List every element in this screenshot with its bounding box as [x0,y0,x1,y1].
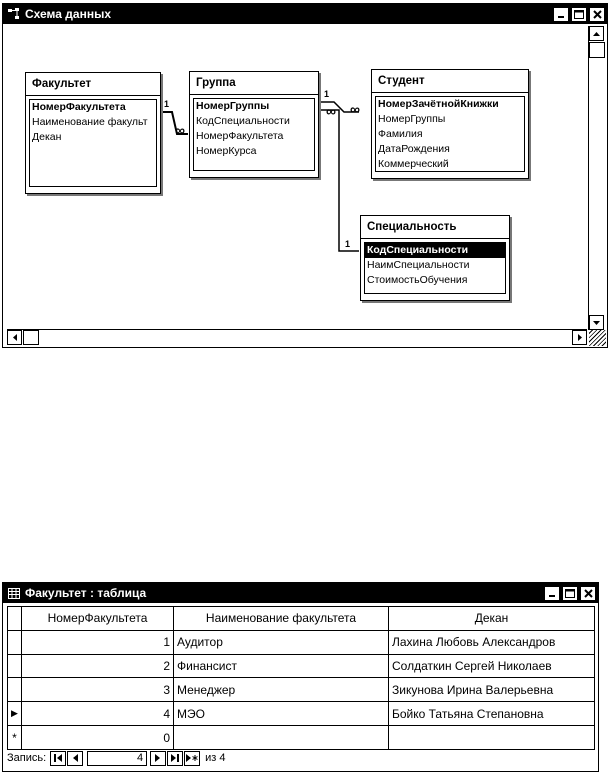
close-icon[interactable] [589,7,605,22]
horizontal-scrollbar[interactable] [7,329,587,346]
column-header[interactable]: Декан [389,607,595,631]
field-item[interactable]: Фамилия [378,128,423,140]
field-item[interactable]: Коммерческий [378,158,449,170]
field-item[interactable]: КодСпециальности [196,115,290,127]
table-row[interactable] [8,678,595,702]
maximize-icon[interactable] [562,586,578,601]
record-count: из 4 [205,752,226,764]
field-item[interactable]: НомерКурса [196,145,257,157]
table-title: Группа [190,72,318,95]
column-header[interactable]: Наименование факультета [174,607,389,631]
window-title: Факультет : таблица [25,586,147,600]
next-record-icon[interactable] [150,751,166,766]
close-icon[interactable] [580,586,596,601]
new-record-marker[interactable]: * [8,726,22,750]
scroll-left-icon[interactable] [7,330,22,345]
cell-name[interactable]: Аудитор [174,630,389,654]
scroll-up-icon[interactable] [589,26,604,41]
field-item[interactable]: НаимСпециальности [367,259,470,271]
field-item[interactable]: НомерГруппы [378,113,446,125]
field-item[interactable]: Декан [32,131,62,143]
relation-group-specialty [318,110,359,251]
column-header[interactable]: НомерФакультета [22,607,174,631]
resize-grip[interactable] [589,330,606,346]
cell-number[interactable]: 4 [22,702,174,726]
table-row[interactable] [8,654,595,678]
field-item-selected[interactable]: КодСпециальности [365,243,505,258]
cell-dean[interactable] [389,726,595,750]
cell-name[interactable]: Менеджер [174,678,389,702]
relationships-icon [7,7,21,21]
select-all-cell[interactable] [8,607,22,631]
maximize-icon[interactable] [571,7,587,22]
relationships-canvas[interactable] [7,26,587,330]
record-navigator [7,748,595,768]
cell-dean[interactable]: Солдаткин Сергей Николаев [389,654,595,678]
cell-number[interactable]: 1 [22,630,174,654]
table-icon [7,586,21,600]
first-record-icon[interactable] [50,751,66,766]
table-title: Специальность [361,216,509,239]
field-item[interactable]: СтоимостьОбучения [367,274,468,286]
row-selector[interactable] [8,654,22,678]
field-list [193,98,315,171]
field-list [364,242,506,294]
scroll-right-icon[interactable] [572,330,587,345]
field-item[interactable]: ДатаРождения [378,143,450,155]
field-list [29,99,157,187]
relationships-window [2,3,608,348]
table-student[interactable] [371,69,529,179]
last-record-icon[interactable] [167,751,183,766]
cell-dean[interactable]: Лахина Любовь Александров [389,630,595,654]
row-selector[interactable] [8,678,22,702]
current-record-marker[interactable]: ▶ [8,702,22,726]
field-item[interactable]: НомерЗачётнойКнижки [378,98,499,110]
record-number-input[interactable]: 4 [87,751,147,766]
datasheet-titlebar[interactable] [3,583,598,603]
cell-number[interactable]: 3 [22,678,174,702]
cardinality-many: ∞ [326,103,336,119]
cardinality-many: ∞ [350,101,360,117]
cell-number[interactable]: 0 [22,726,174,750]
table-specialty[interactable] [360,215,510,301]
vertical-scroll-thumb[interactable] [589,42,605,58]
field-item[interactable]: НомерФакультета [196,130,284,142]
record-label: Запись: [7,752,47,764]
vertical-scrollbar[interactable] [588,26,606,330]
datasheet-grid[interactable] [7,606,595,750]
table-row-current[interactable] [8,702,595,726]
cell-name[interactable]: МЭО [174,702,389,726]
field-item[interactable]: НомерГруппы [196,100,270,112]
cell-dean[interactable]: Бойко Татьяна Степановна [389,702,595,726]
cardinality-one: 1 [164,99,170,109]
cell-name[interactable] [174,726,389,750]
prev-record-icon[interactable] [67,751,83,766]
field-item[interactable]: Наименование факульт [32,116,148,128]
cardinality-one: 1 [324,89,330,99]
datasheet-window [2,582,599,772]
minimize-icon[interactable] [553,7,569,22]
table-faculty[interactable] [25,72,161,194]
relationships-titlebar[interactable] [3,4,607,24]
field-list [375,96,525,172]
cell-number[interactable]: 2 [22,654,174,678]
table-title: Студент [372,70,528,93]
new-record-icon[interactable] [184,751,200,766]
cell-name[interactable]: Финансист [174,654,389,678]
header-row [8,607,595,631]
scroll-down-icon[interactable] [589,315,604,330]
cardinality-many: ∞ [175,122,185,138]
horizontal-scroll-thumb[interactable] [23,330,39,345]
cell-dean[interactable]: Зикунова Ирина Валерьевна [389,678,595,702]
field-item[interactable]: НомерФакультета [32,101,126,113]
table-title: Факультет [26,73,160,96]
table-group[interactable] [189,71,319,178]
row-selector[interactable] [8,630,22,654]
cardinality-one: 1 [345,239,351,249]
new-record-row[interactable] [8,726,595,750]
table-row[interactable] [8,630,595,654]
window-title: Схема данных [25,7,111,21]
minimize-icon[interactable] [544,586,560,601]
